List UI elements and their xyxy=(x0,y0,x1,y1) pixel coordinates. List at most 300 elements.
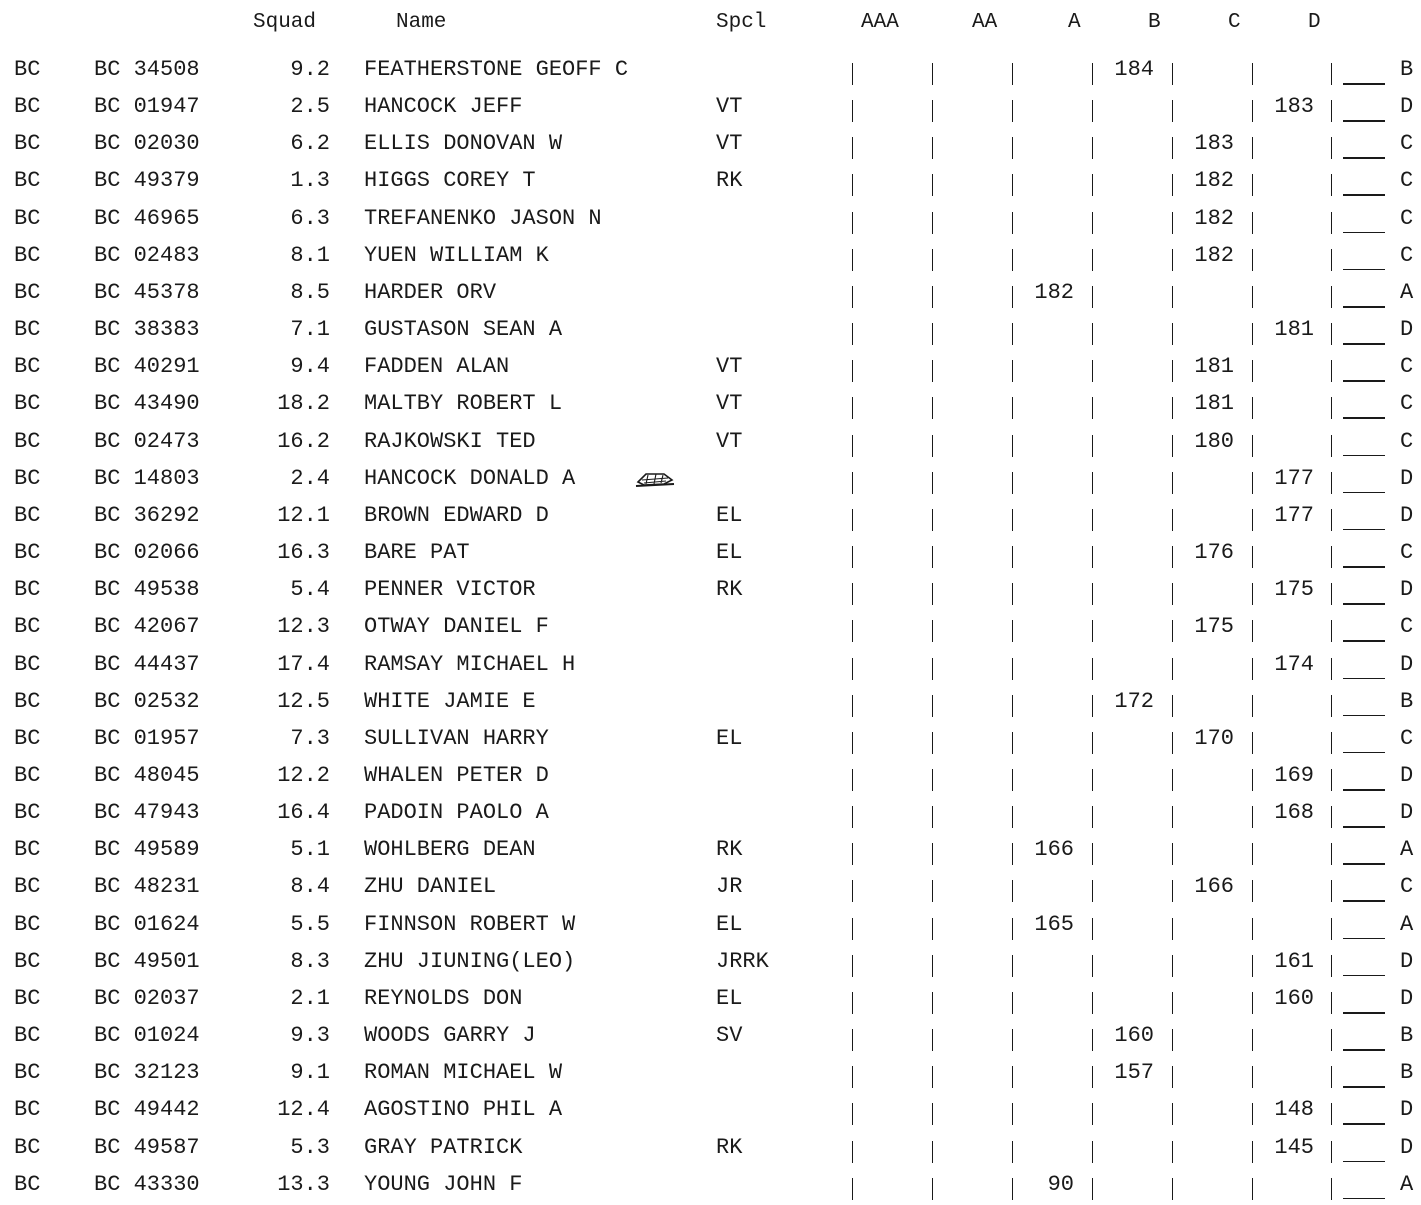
column-divider xyxy=(932,918,933,940)
squad-cell: 8.1 xyxy=(290,242,330,268)
member-number-cell: BC 34508 xyxy=(94,57,200,82)
column-divider xyxy=(852,806,853,828)
special-code-cell: RK xyxy=(716,837,743,863)
member-number-cell: BC 02030 xyxy=(94,131,200,157)
column-divider xyxy=(1012,63,1013,85)
column-divider xyxy=(1012,472,1013,494)
column-divider xyxy=(1252,174,1253,196)
column-divider xyxy=(1172,1066,1173,1088)
header-squad: Squad xyxy=(253,11,317,34)
table-row xyxy=(0,573,1421,610)
table-row xyxy=(0,127,1421,164)
squad-cell: 12.4 xyxy=(277,1097,330,1123)
column-divider xyxy=(852,435,853,457)
class-cell: C xyxy=(1400,540,1414,566)
member-number-cell: BC 01024 xyxy=(94,1023,200,1049)
column-divider xyxy=(852,583,853,605)
column-divider xyxy=(1172,63,1173,85)
column-divider xyxy=(932,212,933,234)
column-divider xyxy=(1172,918,1173,940)
class-cell: D xyxy=(1400,948,1414,974)
header-b: B xyxy=(1148,11,1161,34)
class-cell: C xyxy=(1400,242,1414,268)
province-cell: BC xyxy=(14,131,41,157)
column-divider xyxy=(1172,1141,1173,1163)
province-cell: BC xyxy=(14,614,41,640)
entry-blank-line[interactable] xyxy=(1343,975,1385,977)
column-divider xyxy=(1331,769,1332,791)
entry-blank-line[interactable] xyxy=(1343,678,1385,680)
column-divider xyxy=(1092,620,1093,642)
entry-blank-line[interactable] xyxy=(1343,640,1385,642)
member-number-cell: BC 02066 xyxy=(94,540,200,566)
table-row xyxy=(0,1056,1421,1093)
class-cell: C xyxy=(1400,874,1414,900)
entry-blank-line[interactable] xyxy=(1343,417,1385,419)
bowler-name-cell: HANCOCK DONALD A xyxy=(364,465,576,491)
column-divider xyxy=(1092,806,1093,828)
score-cell: 169 xyxy=(1274,762,1314,788)
column-divider xyxy=(852,620,853,642)
squad-cell: 8.3 xyxy=(290,948,330,974)
score-cell: 175 xyxy=(1274,577,1314,603)
entry-blank-line[interactable] xyxy=(1343,83,1385,85)
table-row xyxy=(0,350,1421,387)
province-cell: BC xyxy=(14,762,41,788)
bowler-name-cell: REYNOLDS DON xyxy=(364,985,523,1011)
entry-blank-line[interactable] xyxy=(1343,826,1385,828)
entry-blank-line[interactable] xyxy=(1343,1086,1385,1088)
member-number-cell: BC 40291 xyxy=(94,354,200,380)
column-divider xyxy=(932,435,933,457)
column-divider xyxy=(1331,1066,1332,1088)
province-cell: BC xyxy=(14,1097,41,1123)
score-cell: 166 xyxy=(1194,874,1234,900)
bowler-name-cell: GUSTASON SEAN A xyxy=(364,317,563,343)
column-divider xyxy=(1092,918,1093,940)
squad-cell: 5.3 xyxy=(290,1134,330,1160)
member-number-cell: BC 32123 xyxy=(94,1060,200,1086)
column-divider xyxy=(852,955,853,977)
column-divider xyxy=(932,843,933,865)
member-number-cell: BC 48231 xyxy=(94,874,200,900)
class-cell: B xyxy=(1400,1023,1414,1049)
entry-blank-line[interactable] xyxy=(1343,1161,1385,1163)
column-divider xyxy=(1331,286,1332,308)
score-cell: 184 xyxy=(1114,57,1154,82)
column-divider xyxy=(1012,212,1013,234)
table-row xyxy=(0,387,1421,424)
column-divider xyxy=(1012,546,1013,568)
province-cell: BC xyxy=(14,57,41,82)
bowler-name-cell: PADOIN PAOLO A xyxy=(364,800,549,826)
column-divider xyxy=(1252,1066,1253,1088)
entry-blank-line[interactable] xyxy=(1343,938,1385,940)
class-cell: C xyxy=(1400,428,1414,454)
class-cell: B xyxy=(1400,1060,1414,1086)
entry-blank-line[interactable] xyxy=(1343,1198,1385,1200)
score-cell: 157 xyxy=(1114,1060,1154,1086)
column-divider xyxy=(1012,100,1013,122)
squad-cell: 2.1 xyxy=(290,985,330,1011)
header-c: C xyxy=(1228,11,1241,34)
table-row xyxy=(0,313,1421,350)
bowler-name-cell: RAJKOWSKI TED xyxy=(364,428,536,454)
column-divider xyxy=(1092,1178,1093,1200)
table-row xyxy=(0,1019,1421,1056)
squad-cell: 18.2 xyxy=(277,391,330,417)
column-divider xyxy=(1012,620,1013,642)
class-cell: D xyxy=(1400,1134,1414,1160)
column-divider xyxy=(932,249,933,271)
column-divider xyxy=(1172,992,1173,1014)
bowler-name-cell: FINNSON ROBERT W xyxy=(364,911,576,937)
member-number-cell: BC 49587 xyxy=(94,1134,200,1160)
table-row xyxy=(0,462,1421,499)
entry-blank-line[interactable] xyxy=(1343,715,1385,717)
member-number-cell: BC 46965 xyxy=(94,205,200,231)
member-number-cell: BC 02473 xyxy=(94,428,200,454)
table-row xyxy=(0,90,1421,127)
column-divider xyxy=(852,472,853,494)
squad-cell: 6.2 xyxy=(290,131,330,157)
bowler-name-cell: FADDEN ALAN xyxy=(364,354,510,380)
entry-blank-line[interactable] xyxy=(1343,380,1385,382)
member-number-cell: BC 49501 xyxy=(94,948,200,974)
entry-blank-line[interactable] xyxy=(1343,455,1385,457)
column-divider xyxy=(1092,100,1093,122)
table-row xyxy=(0,276,1421,313)
bowler-name-cell: HANCOCK JEFF xyxy=(364,94,523,120)
column-divider xyxy=(932,1103,933,1125)
entry-blank-line[interactable] xyxy=(1343,343,1385,345)
score-cell: 160 xyxy=(1274,985,1314,1011)
entry-blank-line[interactable] xyxy=(1343,1123,1385,1125)
column-divider xyxy=(1172,843,1173,865)
entry-blank-line[interactable] xyxy=(1343,566,1385,568)
bowler-name-cell: WHALEN PETER D xyxy=(364,762,549,788)
entry-blank-line[interactable] xyxy=(1343,232,1385,234)
entry-blank-line[interactable] xyxy=(1343,529,1385,531)
table-row xyxy=(0,833,1421,870)
column-divider xyxy=(1012,695,1013,717)
special-code-cell: EL xyxy=(716,725,743,751)
column-divider xyxy=(1092,509,1093,531)
column-divider xyxy=(932,397,933,419)
column-divider xyxy=(1331,360,1332,382)
class-cell: D xyxy=(1400,577,1414,603)
score-cell: 181 xyxy=(1194,391,1234,417)
column-divider xyxy=(1252,1178,1253,1200)
column-divider xyxy=(1092,880,1093,902)
column-divider xyxy=(932,583,933,605)
member-number-cell: BC 42067 xyxy=(94,614,200,640)
squad-cell: 9.4 xyxy=(290,354,330,380)
column-divider xyxy=(1012,769,1013,791)
table-row xyxy=(0,908,1421,945)
special-code-cell: EL xyxy=(716,911,743,937)
entry-blank-line[interactable] xyxy=(1343,1012,1385,1014)
column-divider xyxy=(852,546,853,568)
column-divider xyxy=(852,695,853,717)
column-divider xyxy=(1331,843,1332,865)
province-cell: BC xyxy=(14,391,41,417)
class-cell: D xyxy=(1400,651,1414,677)
bowler-name-cell: FEATHERSTONE GEOFF C xyxy=(364,57,629,82)
column-divider xyxy=(1331,1141,1332,1163)
column-divider xyxy=(1172,695,1173,717)
bowler-name-cell: YUEN WILLIAM K xyxy=(364,242,549,268)
column-divider xyxy=(1172,583,1173,605)
column-divider xyxy=(1331,695,1332,717)
squad-cell: 9.3 xyxy=(290,1023,330,1049)
column-divider xyxy=(1331,1178,1332,1200)
header-aaa: AAA xyxy=(861,11,899,34)
column-divider xyxy=(852,769,853,791)
table-row xyxy=(0,722,1421,759)
column-divider xyxy=(1252,63,1253,85)
column-divider xyxy=(1012,1029,1013,1051)
special-code-cell: VT xyxy=(716,428,743,454)
score-cell: 170 xyxy=(1194,725,1234,751)
column-divider xyxy=(932,1029,933,1051)
column-divider xyxy=(1172,769,1173,791)
column-divider xyxy=(1252,880,1253,902)
province-cell: BC xyxy=(14,168,41,194)
table-row xyxy=(0,164,1421,201)
class-cell: D xyxy=(1400,762,1414,788)
province-cell: BC xyxy=(14,725,41,751)
entry-blank-line[interactable] xyxy=(1343,789,1385,791)
province-cell: BC xyxy=(14,354,41,380)
province-cell: BC xyxy=(14,428,41,454)
entry-blank-line[interactable] xyxy=(1343,1049,1385,1051)
column-divider xyxy=(932,1178,933,1200)
special-code-cell: EL xyxy=(716,985,743,1011)
table-row xyxy=(0,610,1421,647)
column-divider xyxy=(1092,955,1093,977)
class-cell: C xyxy=(1400,131,1414,157)
bowler-name-cell: GRAY PATRICK xyxy=(364,1134,523,1160)
column-divider xyxy=(1252,1029,1253,1051)
column-divider xyxy=(1092,397,1093,419)
column-divider xyxy=(1331,918,1332,940)
column-divider xyxy=(852,63,853,85)
score-cell: 182 xyxy=(1194,168,1234,194)
column-divider xyxy=(1012,1103,1013,1125)
member-number-cell: BC 02037 xyxy=(94,985,200,1011)
squad-cell: 7.1 xyxy=(290,317,330,343)
class-cell: C xyxy=(1400,725,1414,751)
column-divider xyxy=(1172,806,1173,828)
score-cell: 181 xyxy=(1274,317,1314,343)
column-divider xyxy=(1172,658,1173,680)
special-code-cell: RK xyxy=(716,577,743,603)
squad-cell: 9.1 xyxy=(290,1060,330,1086)
column-divider xyxy=(852,880,853,902)
column-divider xyxy=(1172,1103,1173,1125)
column-divider xyxy=(932,546,933,568)
entry-blank-line[interactable] xyxy=(1343,900,1385,902)
results-table xyxy=(0,53,1421,1205)
header-aa: AA xyxy=(972,11,998,34)
bowler-name-cell: WHITE JAMIE E xyxy=(364,688,536,714)
column-divider xyxy=(1092,843,1093,865)
class-cell: C xyxy=(1400,354,1414,380)
province-cell: BC xyxy=(14,94,41,120)
column-divider xyxy=(1252,249,1253,271)
class-cell: A xyxy=(1400,837,1414,863)
column-divider xyxy=(1092,992,1093,1014)
column-divider xyxy=(1252,360,1253,382)
bowler-name-cell: MALTBY ROBERT L xyxy=(364,391,563,417)
column-divider xyxy=(1252,695,1253,717)
member-number-cell: BC 49589 xyxy=(94,837,200,863)
entry-blank-line[interactable] xyxy=(1343,194,1385,196)
bowler-name-cell: PENNER VICTOR xyxy=(364,577,536,603)
bowler-name-cell: RAMSAY MICHAEL H xyxy=(364,651,576,677)
column-divider xyxy=(1012,732,1013,754)
column-divider xyxy=(1172,509,1173,531)
bowler-name-cell: BROWN EDWARD D xyxy=(364,502,549,528)
class-cell: A xyxy=(1400,911,1414,937)
squad-cell: 5.5 xyxy=(290,911,330,937)
header-a: A xyxy=(1068,11,1081,34)
table-row xyxy=(0,1093,1421,1130)
squad-cell: 12.5 xyxy=(277,688,330,714)
squad-cell: 8.5 xyxy=(290,279,330,305)
province-cell: BC xyxy=(14,1023,41,1049)
entry-blank-line[interactable] xyxy=(1343,269,1385,271)
column-divider xyxy=(932,360,933,382)
province-cell: BC xyxy=(14,242,41,268)
column-divider xyxy=(1012,397,1013,419)
column-divider xyxy=(1331,880,1332,902)
member-number-cell: BC 49442 xyxy=(94,1097,200,1123)
squad-cell: 5.1 xyxy=(290,837,330,863)
column-divider xyxy=(852,732,853,754)
column-divider xyxy=(1092,546,1093,568)
member-number-cell: BC 01947 xyxy=(94,94,200,120)
squad-cell: 16.4 xyxy=(277,800,330,826)
class-cell: D xyxy=(1400,94,1414,120)
column-divider xyxy=(1331,955,1332,977)
column-divider xyxy=(852,397,853,419)
province-cell: BC xyxy=(14,205,41,231)
column-divider xyxy=(1092,1141,1093,1163)
header-name: Name xyxy=(396,11,447,34)
table-row xyxy=(0,425,1421,462)
column-divider xyxy=(1331,546,1332,568)
column-divider xyxy=(1012,955,1013,977)
column-divider xyxy=(932,174,933,196)
class-cell: D xyxy=(1400,985,1414,1011)
bowler-name-cell: ZHU JIUNING(LEO) xyxy=(364,948,576,974)
province-cell: BC xyxy=(14,837,41,863)
score-cell: 182 xyxy=(1034,279,1074,305)
member-number-cell: BC 48045 xyxy=(94,762,200,788)
column-divider xyxy=(1092,249,1093,271)
member-number-cell: BC 45378 xyxy=(94,279,200,305)
bowler-name-cell: ELLIS DONOVAN W xyxy=(364,131,563,157)
column-divider xyxy=(1092,360,1093,382)
column-divider xyxy=(1331,1103,1332,1125)
column-divider xyxy=(1012,137,1013,159)
bowler-name-cell: HIGGS COREY T xyxy=(364,168,536,194)
column-divider xyxy=(932,286,933,308)
squad-cell: 2.4 xyxy=(290,465,330,491)
column-divider xyxy=(932,1141,933,1163)
bowler-name-cell: YOUNG JOHN F xyxy=(364,1171,523,1197)
column-divider xyxy=(852,137,853,159)
class-cell: D xyxy=(1400,465,1414,491)
column-divider xyxy=(1012,509,1013,531)
squad-cell: 1.3 xyxy=(290,168,330,194)
column-divider xyxy=(1012,174,1013,196)
score-cell: 165 xyxy=(1034,911,1074,937)
header-d: D xyxy=(1308,11,1321,34)
province-cell: BC xyxy=(14,502,41,528)
special-code-cell: RK xyxy=(716,168,743,194)
column-divider xyxy=(932,732,933,754)
special-code-cell: JR xyxy=(716,874,743,900)
table-row xyxy=(0,870,1421,907)
column-divider xyxy=(1331,397,1332,419)
class-cell: A xyxy=(1400,279,1414,305)
member-number-cell: BC 49538 xyxy=(94,577,200,603)
column-divider xyxy=(932,509,933,531)
squad-cell: 17.4 xyxy=(277,651,330,677)
province-cell: BC xyxy=(14,317,41,343)
table-row xyxy=(0,685,1421,722)
score-cell: 177 xyxy=(1274,502,1314,528)
province-cell: BC xyxy=(14,874,41,900)
column-divider xyxy=(1092,769,1093,791)
entry-blank-line[interactable] xyxy=(1343,863,1385,865)
column-divider xyxy=(1092,174,1093,196)
score-cell: 180 xyxy=(1194,428,1234,454)
column-divider xyxy=(1331,806,1332,828)
entry-blank-line[interactable] xyxy=(1343,157,1385,159)
column-divider xyxy=(1012,658,1013,680)
squad-cell: 16.3 xyxy=(277,540,330,566)
entry-blank-line[interactable] xyxy=(1343,603,1385,605)
column-divider xyxy=(852,509,853,531)
column-divider xyxy=(1172,472,1173,494)
column-divider xyxy=(1252,435,1253,457)
entry-blank-line[interactable] xyxy=(1343,306,1385,308)
province-cell: BC xyxy=(14,279,41,305)
score-cell: 172 xyxy=(1114,688,1154,714)
province-cell: BC xyxy=(14,540,41,566)
table-row xyxy=(0,945,1421,982)
special-code-cell: VT xyxy=(716,391,743,417)
table-row xyxy=(0,239,1421,276)
entry-blank-line[interactable] xyxy=(1343,492,1385,494)
column-divider xyxy=(1012,880,1013,902)
special-code-cell: SV xyxy=(716,1023,743,1049)
entry-blank-line[interactable] xyxy=(1343,752,1385,754)
province-cell: BC xyxy=(14,948,41,974)
entry-blank-line[interactable] xyxy=(1343,120,1385,122)
column-divider xyxy=(1331,992,1332,1014)
special-code-cell: VT xyxy=(716,94,743,120)
class-cell: D xyxy=(1400,800,1414,826)
column-divider xyxy=(1331,137,1332,159)
province-cell: BC xyxy=(14,1060,41,1086)
column-divider xyxy=(1092,583,1093,605)
province-cell: BC xyxy=(14,651,41,677)
